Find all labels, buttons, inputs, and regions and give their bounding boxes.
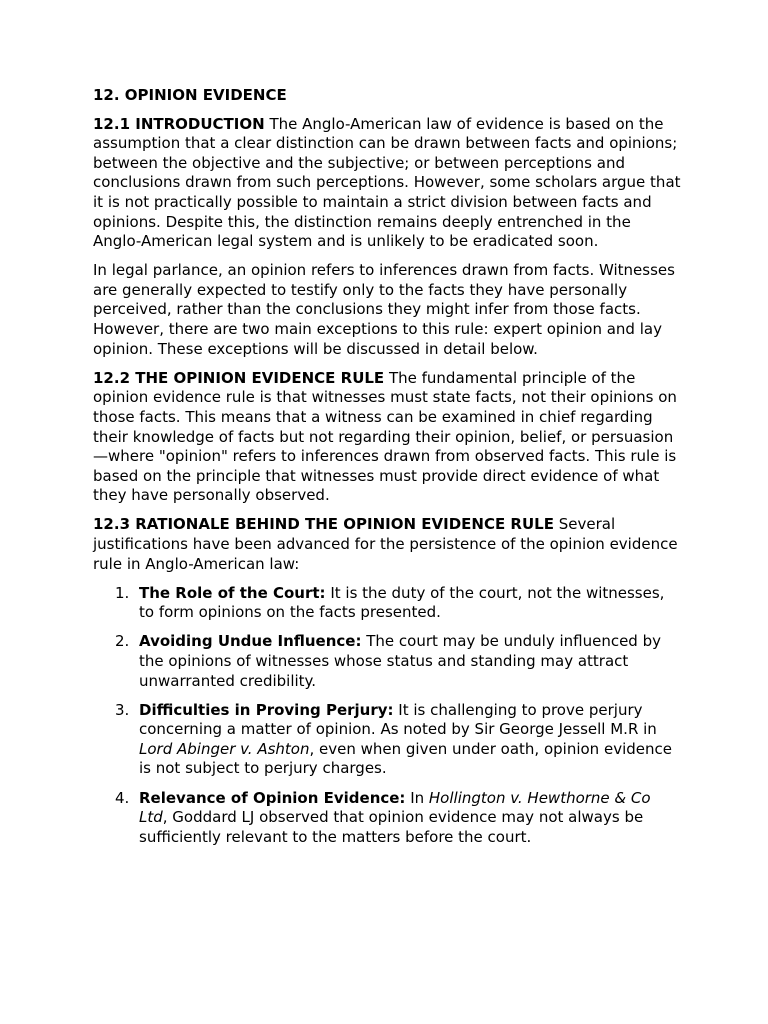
intro-paragraph-2: In legal parlance, an opinion refers to inferences drawn from facts. Witnesses are generally expected to testify only to the facts they have personally perceived, rather than the conclusions they might infer from those facts. However, there are two main exceptions to this rule: expert opinion and lay opinion. These exceptions will be discussed in detail below.: [93, 261, 675, 358]
list-item-text: It is the duty of the court, not the witnesses, to form opinions on the facts presented.: [139, 583, 665, 622]
rationale-heading: 12.3 RATIONALE BEHIND THE OPINION EVIDENCE RULE: [93, 515, 554, 534]
rule-text: The fundamental principle of the opinion evidence rule is that witnesses must state facts, not their opinions on those facts. This means that a witness can be examined in chief regarding their knowledge of facts but not regarding their opinion, belief, or persuasion—where "opinion" refers to inferences drawn from observed facts. This rule is based on the principle that witnesses must provide direct evidence of what they have personally observed.: [93, 368, 677, 505]
list-item-number: 4.: [115, 788, 130, 807]
list-item-title: The Role of the Court:: [139, 583, 326, 602]
list-item-number: 2.: [115, 632, 130, 651]
list-item-text: , Goddard LJ observed that opinion evidence may not always be sufficiently relevant to the matters before the court.: [139, 808, 644, 846]
list-item: [93, 632, 683, 691]
list-item-title: Difficulties in Proving Perjury:: [139, 700, 394, 719]
list-item-number: 1.: [115, 583, 130, 602]
list-item-text: In: [405, 788, 429, 807]
case-citation: Hollington v. Hewthorne & Co Ltd: [139, 788, 651, 827]
list-item-number: 3.: [115, 700, 130, 719]
list-item: [93, 584, 683, 623]
intro-text: The Anglo-American law of evidence is based on the assumption that a clear distinction can be drawn between facts and opinions; between the objective and the subjective; or between perceptions and conclusions drawn from such perceptions. However, some scholars argue that it is not practically possible to maintain a strict division between facts and opinions. Despite this, the distinction remains deeply entrenched in the Anglo-American legal system and is unlikely to be eradicated soon.: [93, 114, 681, 251]
document-page: [93, 86, 683, 857]
list-item-title: Avoiding Undue Influence:: [139, 632, 362, 651]
list-item-text: , even when given under oath, opinion evidence is not subject to perjury charges.: [139, 739, 672, 778]
case-citation: Lord Abinger v. Ashton: [139, 739, 310, 758]
list-item: [93, 789, 683, 848]
intro-heading: 12.1 INTRODUCTION: [93, 114, 265, 133]
rationale-paragraph: [93, 515, 683, 574]
list-item-text: It is challenging to prove perjury concerning a matter of opinion. As noted by Sir George Jessell M.R in: [139, 700, 657, 739]
document-title: 12. OPINION EVIDENCE: [93, 86, 287, 104]
rationale-list: [93, 584, 683, 848]
list-item: [93, 701, 683, 779]
rule-heading: 12.2 THE OPINION EVIDENCE RULE: [93, 368, 385, 387]
rationale-text: Several justifications have been advanced for the persistence of the opinion evidence rule in Anglo-American law:: [93, 515, 678, 573]
list-item-title: Relevance of Opinion Evidence:: [139, 788, 406, 807]
intro-paragraph: [93, 115, 683, 252]
rule-paragraph: [93, 369, 683, 506]
list-item-text: The court may be unduly influenced by the opinions of witnesses whose status and standing may attract unwarranted credibility.: [139, 632, 661, 690]
